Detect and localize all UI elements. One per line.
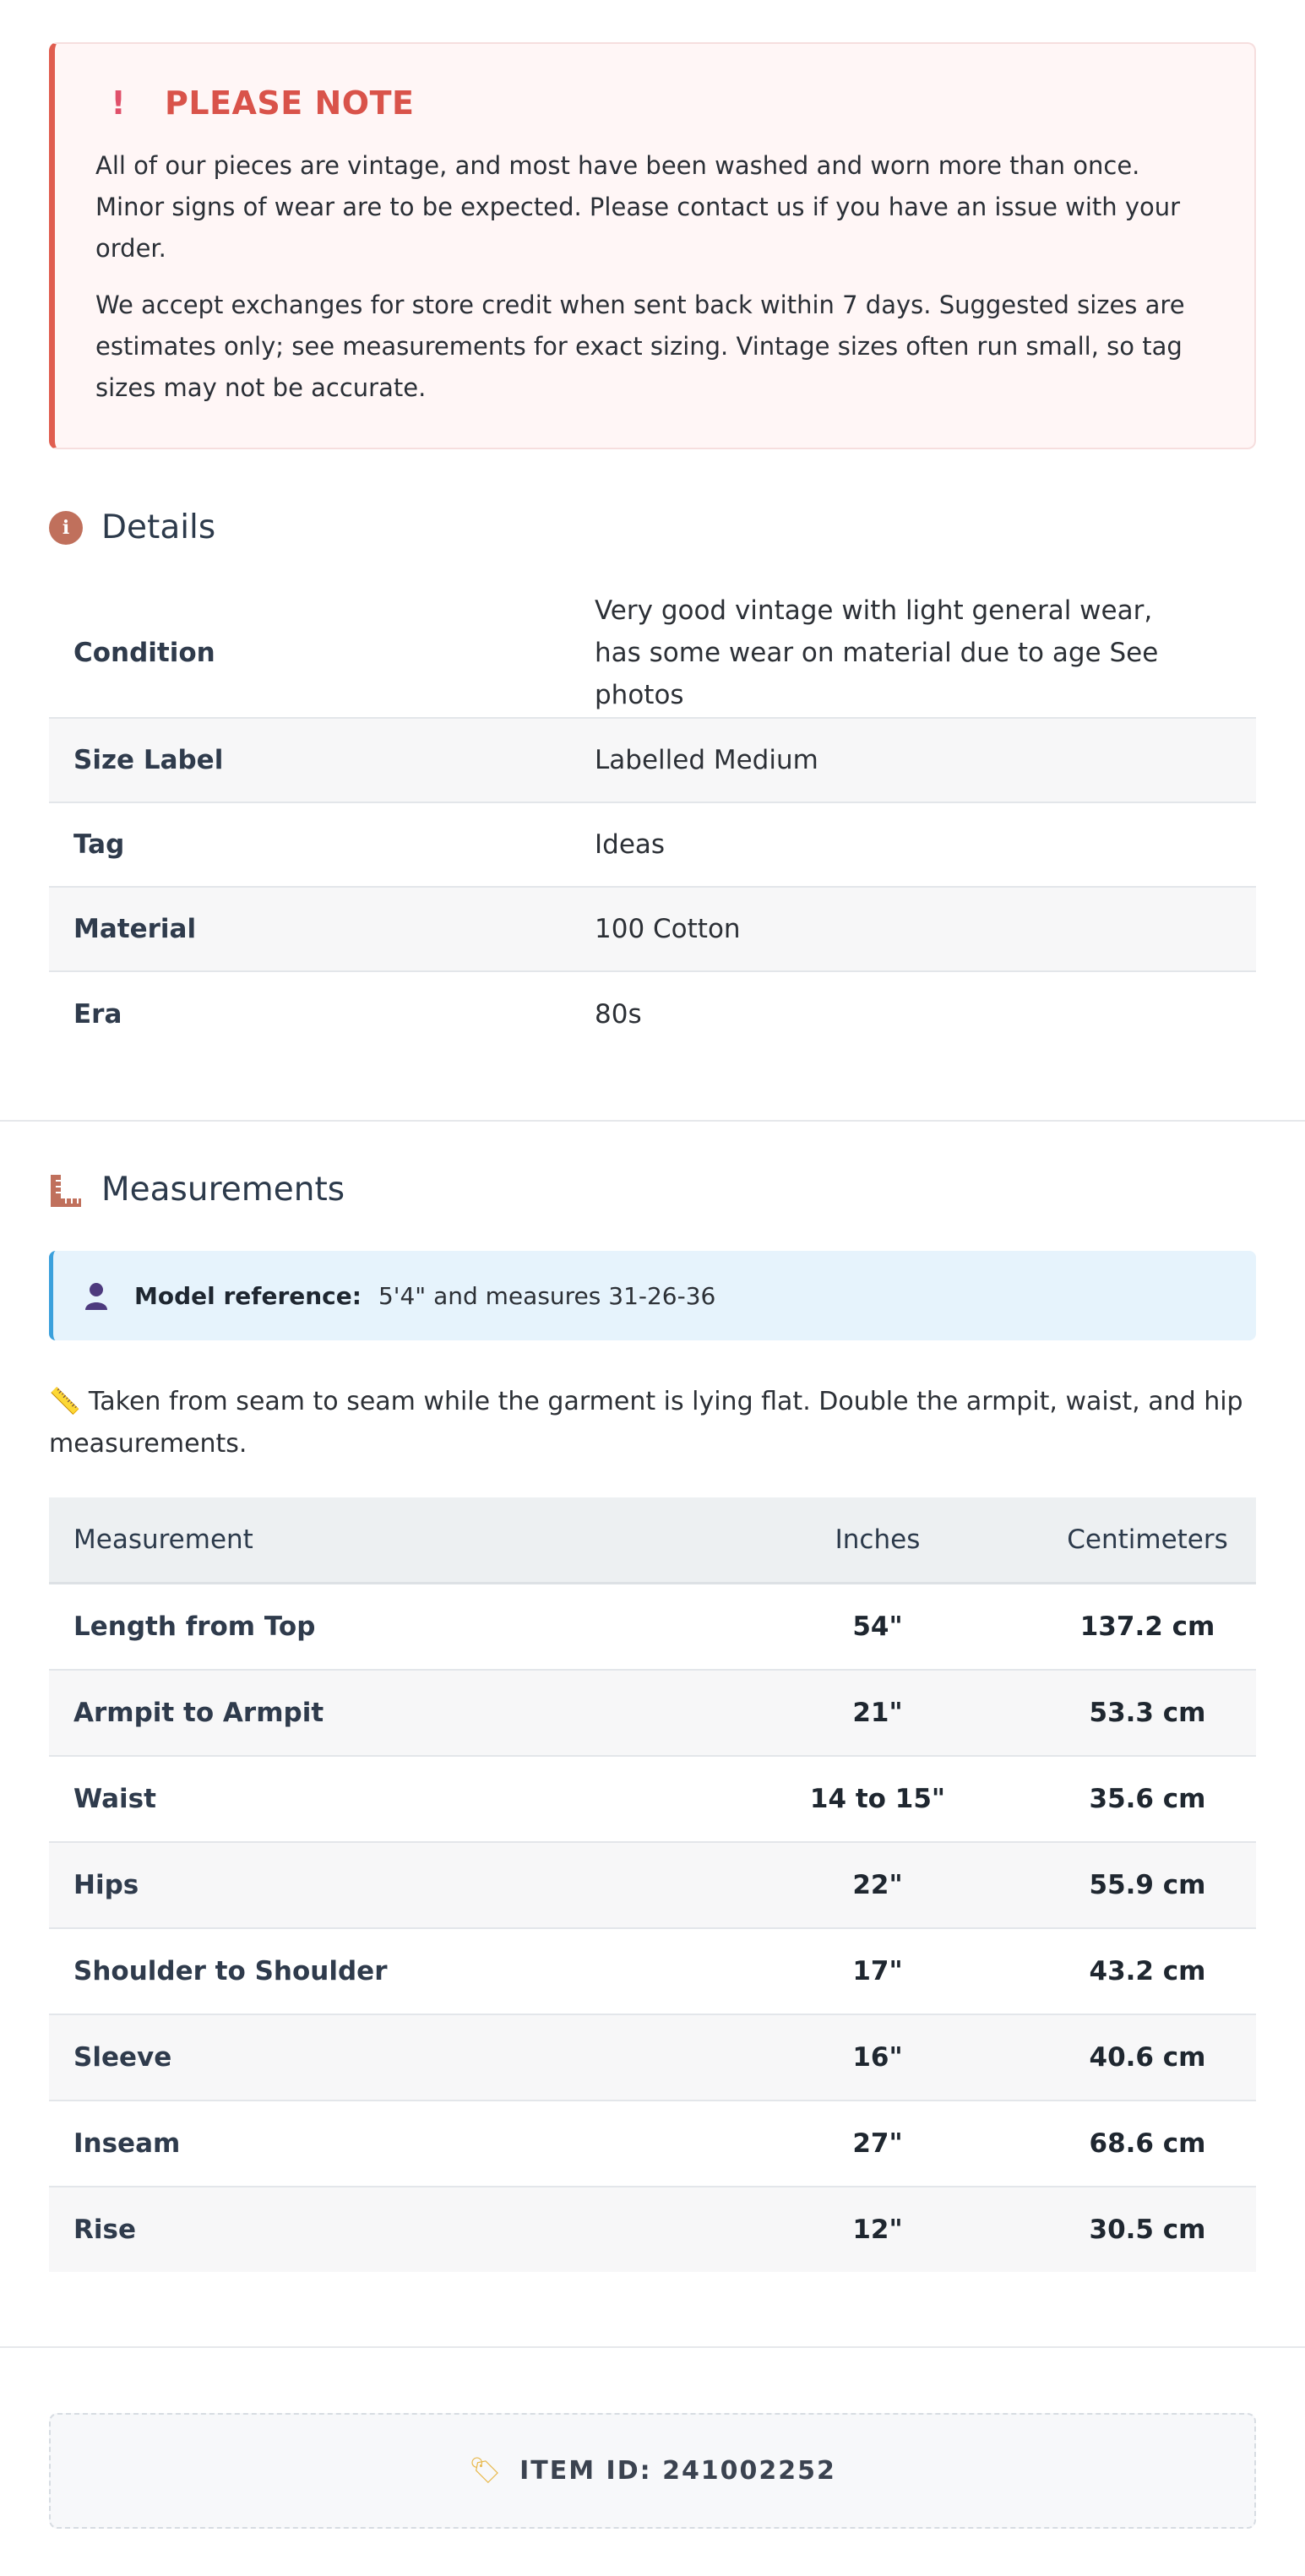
- table-row: [49, 2100, 1256, 2187]
- table-row: [49, 1584, 1256, 1671]
- measurement-inches: 12": [716, 2187, 1039, 2272]
- details-title: Details: [101, 508, 216, 546]
- section-divider: [0, 1120, 1305, 1122]
- detail-label: Tag: [49, 802, 594, 887]
- item-id-label: ITEM ID: 241002252: [519, 2456, 836, 2486]
- measurement-inches: 22": [716, 1842, 1039, 1928]
- table-header-row: [49, 1497, 1256, 1584]
- measurements-title: Measurements: [101, 1171, 345, 1209]
- table-row: [49, 1842, 1256, 1928]
- info-icon: i: [49, 511, 83, 545]
- detail-label: Size Label: [49, 718, 594, 802]
- measurement-cm: 35.6 cm: [1039, 1756, 1256, 1842]
- measurement-name: Shoulder to Shoulder: [49, 1928, 716, 2014]
- table-row: [49, 2187, 1256, 2272]
- measurement-name: Length from Top: [49, 1584, 716, 1671]
- item-id-box: [49, 2413, 1256, 2529]
- measurement-cm: 55.9 cm: [1039, 1842, 1256, 1928]
- measurement-name: Rise: [49, 2187, 716, 2272]
- ruler-icon: 📏: [49, 1387, 81, 1416]
- detail-value: 80s: [595, 998, 642, 1030]
- model-reference-box: [49, 1251, 1256, 1340]
- measurement-cm: 137.2 cm: [1039, 1584, 1256, 1671]
- table-row: [49, 971, 1256, 1056]
- measurement-inches: 54": [716, 1584, 1039, 1671]
- detail-label: Material: [49, 887, 594, 971]
- measurement-cm: 68.6 cm: [1039, 2100, 1256, 2187]
- measurement-name: Sleeve: [49, 2014, 716, 2100]
- table-row: [49, 802, 1256, 887]
- notice-header: [95, 84, 1212, 122]
- column-header: Measurement: [49, 1497, 716, 1584]
- measurement-inches: 17": [716, 1928, 1039, 2014]
- model-reference-label: Model reference:: [134, 1281, 362, 1310]
- measurement-inches: 21": [716, 1670, 1039, 1756]
- detail-label: Era: [73, 998, 122, 1030]
- table-row: [49, 1756, 1256, 1842]
- measurements-table: [49, 1497, 1256, 2272]
- notice-box: [49, 42, 1256, 449]
- table-row: [49, 589, 1256, 718]
- exclamation-icon: !: [111, 84, 126, 122]
- tag-icon: 🏷: [469, 2456, 502, 2486]
- column-header: Centimeters: [1039, 1497, 1256, 1584]
- measurement-inches: 14 to 15": [716, 1756, 1039, 1842]
- table-row: [49, 1670, 1256, 1756]
- table-row: [49, 887, 1256, 971]
- column-header: Inches: [716, 1497, 1039, 1584]
- measurement-cm: 30.5 cm: [1039, 2187, 1256, 2272]
- table-row: [49, 2014, 1256, 2100]
- measurement-cm: 53.3 cm: [1039, 1670, 1256, 1756]
- measurement-name: Hips: [49, 1842, 716, 1928]
- measurement-name: Inseam: [49, 2100, 716, 2187]
- measurement-inches: 27": [716, 2100, 1039, 2187]
- details-table: [49, 589, 1256, 1056]
- measurement-name: Armpit to Armpit: [49, 1670, 716, 1756]
- person-icon: [84, 1281, 109, 1310]
- section-divider: [0, 2346, 1305, 2348]
- measurement-hint-text: Taken from seam to seam while the garment is lying flat. Double the armpit, waist, and hip measurements.: [49, 1387, 1243, 1459]
- measurements-heading: [49, 1171, 1256, 1209]
- ruler-icon: [49, 1173, 83, 1207]
- notice-title: PLEASE NOTE: [165, 84, 415, 122]
- model-reference-value: 5'4" and measures 31-26-36: [378, 1281, 716, 1310]
- detail-value: Very good vintage with light general wear, has some wear on material due to age See photos: [594, 589, 1256, 718]
- detail-value: 100 Cotton: [594, 887, 1256, 971]
- detail-label: Condition: [49, 589, 594, 718]
- measurement-inches: 16": [716, 2014, 1039, 2100]
- measurement-cm: 40.6 cm: [1039, 2014, 1256, 2100]
- notice-paragraph: All of our pieces are vintage, and most have been washed and worn more than once. Minor signs of wear are to be expected. Please contact us if you have an issue with your order.: [95, 151, 1181, 263]
- notice-paragraph: We accept exchanges for store credit when sent back within 7 days. Suggested sizes are estimates only; see measurements for exact sizing. Vintage sizes often run small, so tag sizes may not be accurate.: [95, 291, 1185, 402]
- details-heading: [49, 508, 1256, 546]
- measurement-hint: [49, 1381, 1256, 1465]
- table-row: [49, 1928, 1256, 2014]
- measurement-name: Waist: [49, 1756, 716, 1842]
- detail-value: Labelled Medium: [594, 718, 1256, 802]
- table-row: [49, 718, 1256, 802]
- detail-value: Ideas: [594, 802, 1256, 887]
- measurement-cm: 43.2 cm: [1039, 1928, 1256, 2014]
